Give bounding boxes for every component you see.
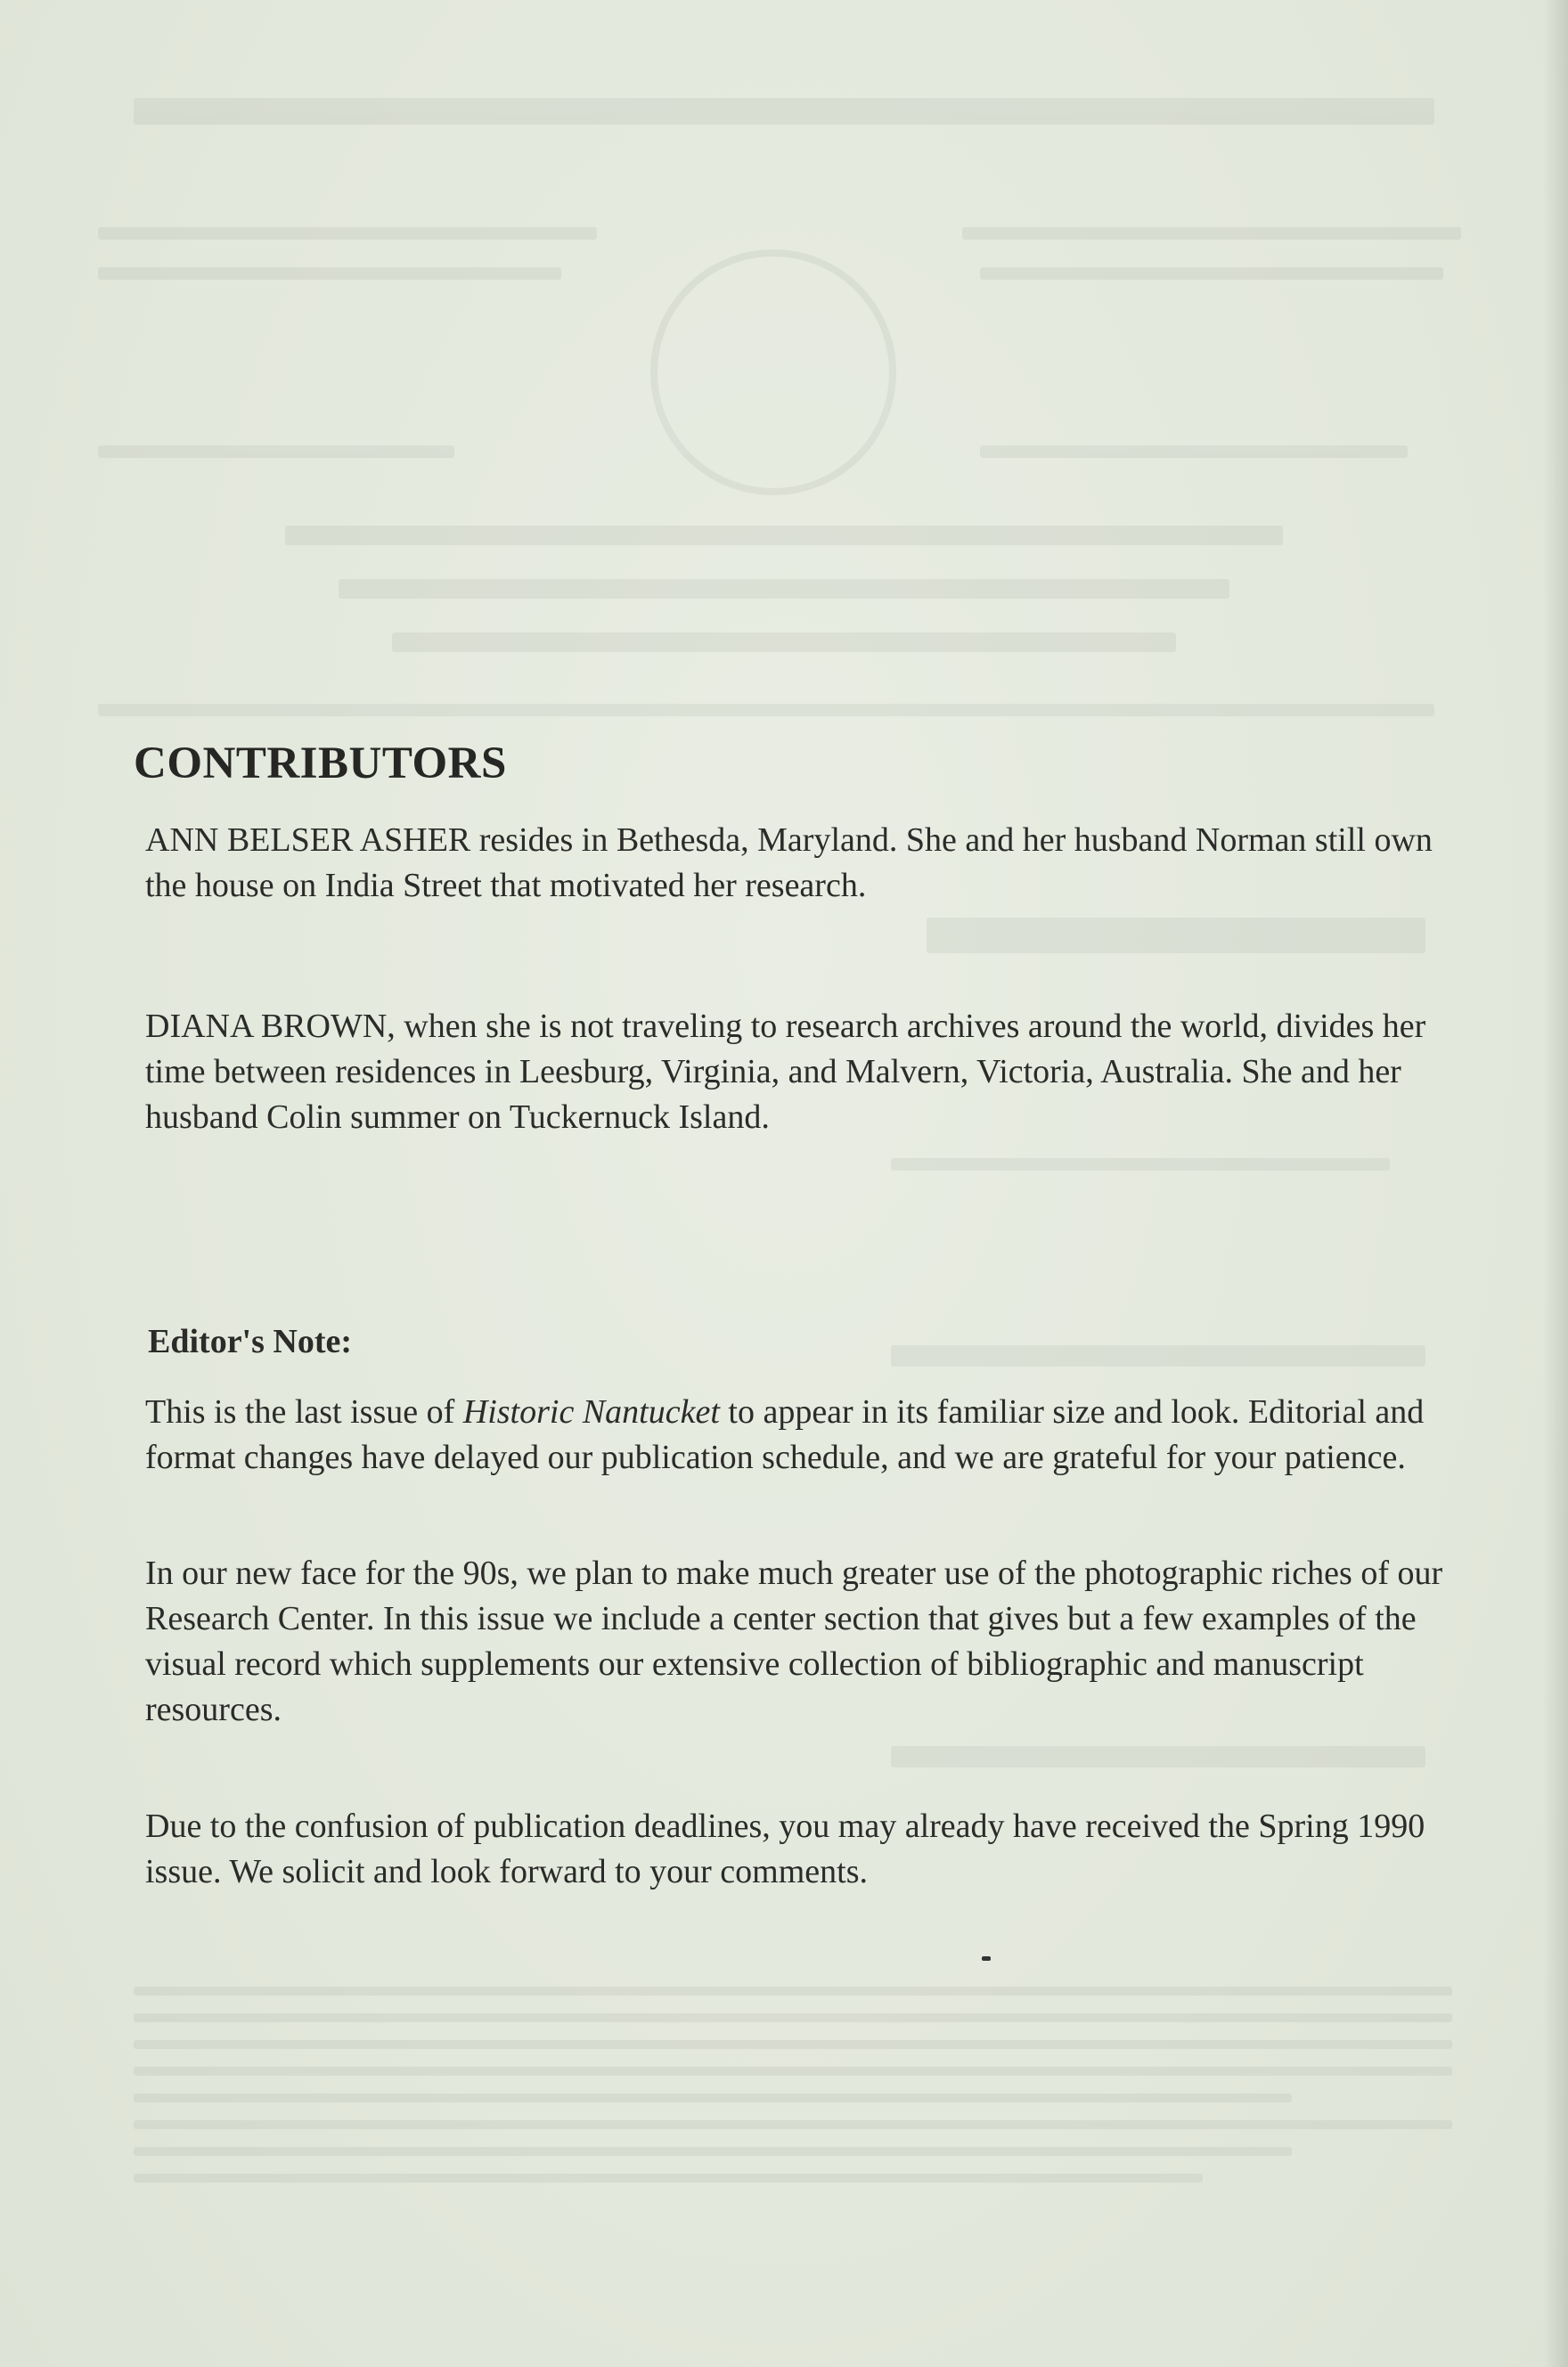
contributors-heading: CONTRIBUTORS: [134, 739, 507, 788]
contributor-bio-brown: DIANA BROWN, when she is not traveling to research archives around the world, divides her time between residences in Leesburg, Virginia, and Malvern, Victoria, Australia. She and her husband Colin summer on Tuckernuck Island.: [145, 1008, 1426, 1136]
editors-note-title: Editor's Note:: [148, 1323, 353, 1360]
page-edge-shadow: [1543, 0, 1568, 2367]
contributor-bio-asher: ANN BELSER ASHER resides in Bethesda, Maryland. She and her husband Norman still own the house on India Street that motivated her research.: [145, 821, 1433, 904]
ink-speck: [982, 1956, 991, 1961]
editors-note-p1-start: This is the last issue of: [145, 1393, 463, 1431]
editors-note-paragraph-2: In our new face for the 90s, we plan to make much greater use of the photographic riches of our Research Center. In this issue we include a center section that gives but a few examples of the visual record which supplements our extensive collection of bibliographic and manuscript resources.: [145, 1555, 1443, 1728]
editors-note-paragraph-1: [145, 1390, 1446, 1481]
editors-note-paragraph-3: Due to the confusion of publication deadlines, you may already have received the Spring 1990 issue. We solicit and look forward to your comments.: [145, 1808, 1425, 1890]
publication-title: Historic Nantucket: [462, 1393, 720, 1431]
editors-note-p1-end: to appear in its familiar size and look. Editorial and format changes have delayed our publication schedule, and we are grateful for your patience.: [145, 1393, 1425, 1476]
